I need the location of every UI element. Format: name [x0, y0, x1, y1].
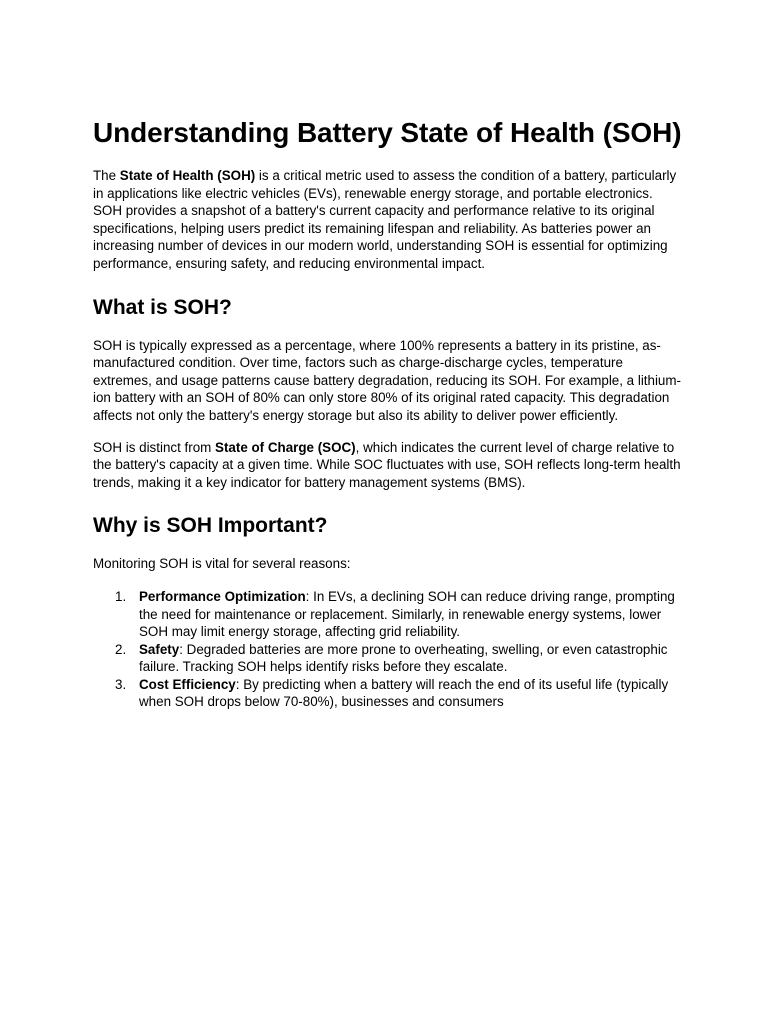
list-item	[93, 641, 683, 676]
document-page	[93, 114, 683, 711]
list-item-text: : By predicting when a battery will reach the end of its useful life (typically when SOH drops below 70-80%), businesses and consumers	[139, 676, 669, 710]
section-heading-what-is-soh: What is SOH?	[93, 295, 232, 319]
soc-pre: SOH is distinct from	[93, 439, 216, 455]
intro-bold-term: State of Health (SOH)	[119, 168, 256, 183]
list-item	[93, 588, 683, 641]
section1-paragraph-1: SOH is typically expressed as a percentage, where 100% represents a battery in its pristine, as-manufactured condition. Over time, factors such as charge-discharge cycles, temperature extremes, and usage patterns cause battery degradation, reducing its SOH. For example, a lithium-ion battery with an SOH of 80% can only store 80% of its original rated capacity. This degradation affects not only the battery's energy storage but also its ability to deliver power efficiently.	[93, 337, 681, 423]
list-item-term: Safety	[139, 641, 180, 657]
list-item-text: : Degraded batteries are more prone to overheating, swelling, or even catastrophic failure. Tracking SOH helps identify risks before they escalate.	[139, 641, 668, 675]
soc-post: , which indicates the current level of charge relative to the battery's capacity at a given time. While SOC fluctuates with use, SOH reflects long-term health trends, making it a key indicator for battery management systems (BMS).	[93, 439, 681, 490]
intro-pre: The	[93, 168, 120, 183]
list-item-term: Performance Optimization	[139, 588, 306, 604]
list-item-term: Cost Efficiency	[139, 676, 236, 692]
intro-post: is a critical metric used to assess the condition of a battery, particularly in applications like electric vehicles (EVs), renewable energy storage, and portable electronics. SOH provides a snapshot of a battery's current capacity and performance relative to its original specifications, helping users predict its remaining lifespan and reliability. As batteries power an increasing number of devices in our modern world, understanding SOH is essential for optimizing performance, ensuring safety, and reducing environmental impact.	[93, 168, 677, 271]
document-title: Understanding Battery State of Health (SOH)	[93, 117, 682, 148]
soc-bold-term: State of Charge (SOC)	[215, 439, 356, 455]
list-item-number: 3.	[115, 676, 127, 692]
list-item-number: 2.	[115, 641, 127, 657]
list-item-number: 1.	[115, 588, 127, 604]
reasons-list	[93, 588, 683, 711]
list-item	[93, 676, 683, 711]
list-item-text: : In EVs, a declining SOH can reduce driving range, prompting the need for maintenance or replacement. Similarly, in renewable energy systems, lower SOH may limit energy storage, affecting grid reliability.	[139, 588, 675, 640]
section2-lead: Monitoring SOH is vital for several reasons:	[93, 556, 351, 572]
section-heading-why-important: Why is SOH Important?	[93, 514, 328, 538]
intro-paragraph	[93, 167, 683, 273]
section1-paragraph-2	[93, 439, 683, 492]
